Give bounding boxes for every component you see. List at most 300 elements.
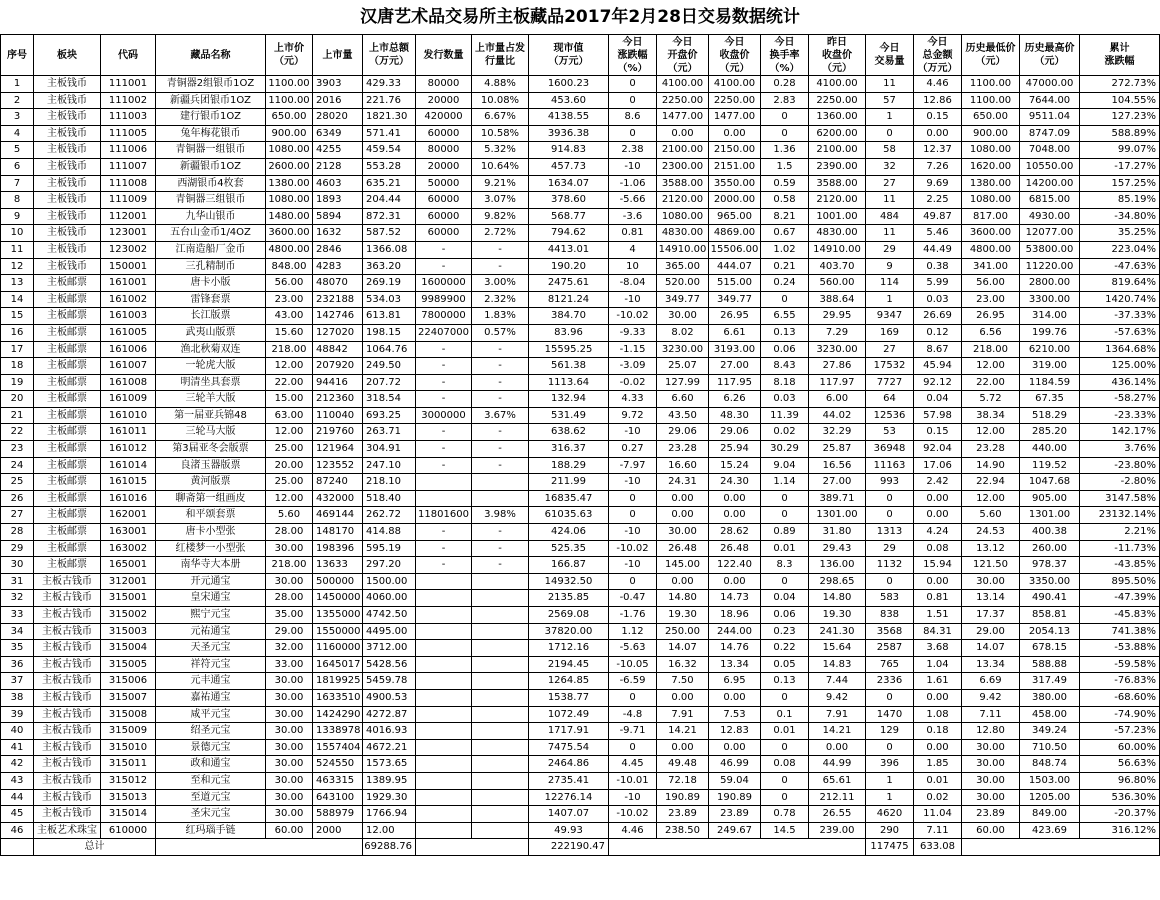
table-cell: 12.83 <box>709 723 761 740</box>
table-row <box>1 640 1160 657</box>
table-cell: 117.95 <box>709 374 761 391</box>
table-row <box>1 441 1160 458</box>
table-cell: 1364.68% <box>1080 341 1160 358</box>
table-cell: 1557404 <box>313 739 363 756</box>
table-cell: 2600.00 <box>266 158 313 175</box>
table-cell: 17532 <box>866 358 914 375</box>
table-cell: 30.00 <box>266 689 313 706</box>
table-cell: 0.00 <box>914 689 962 706</box>
table-cell: 13.14 <box>962 590 1020 607</box>
table-cell: 112001 <box>101 208 156 225</box>
table-cell: 29 <box>1 540 34 557</box>
table-cell: 142746 <box>313 308 363 325</box>
table-cell: 638.62 <box>529 424 609 441</box>
table-cell: 30.00 <box>266 673 313 690</box>
table-cell: 14.76 <box>709 640 761 657</box>
table-cell: 2587 <box>866 640 914 657</box>
table-cell: 0.81 <box>914 590 962 607</box>
table-cell: 161015 <box>101 474 156 491</box>
table-cell: 政和通宝 <box>156 756 266 773</box>
table-row <box>1 225 1160 242</box>
table-cell: 520.00 <box>657 275 709 292</box>
table-row <box>1 374 1160 391</box>
table-cell: 4.46 <box>609 822 657 839</box>
table-cell: 28.00 <box>266 524 313 541</box>
table-cell: 315007 <box>101 689 156 706</box>
table-cell: 0 <box>761 125 809 142</box>
table-cell: 440.00 <box>1020 441 1080 458</box>
column-header: 今日 涨跌幅 （%） <box>609 35 657 76</box>
table-cell: 0.28 <box>761 76 809 93</box>
table-cell: 20000 <box>416 92 472 109</box>
table-cell: 1113.64 <box>529 374 609 391</box>
table-cell: -57.23% <box>1080 723 1160 740</box>
table-cell: 主板邮票 <box>34 324 101 341</box>
table-cell: 13 <box>1 275 34 292</box>
table-cell: 2000 <box>313 822 363 839</box>
table-cell: 4272.87 <box>363 706 416 723</box>
table-cell: 7.11 <box>914 822 962 839</box>
column-header: 上市量占发 行量比 <box>472 35 529 76</box>
table-cell: 3568 <box>866 623 914 640</box>
table-cell: - <box>416 258 472 275</box>
table-cell: 4413.01 <box>529 241 609 258</box>
table-cell: 主板邮票 <box>34 441 101 458</box>
table-row <box>1 573 1160 590</box>
table-cell: 111003 <box>101 109 156 126</box>
table-cell: 199.76 <box>1020 324 1080 341</box>
table-cell: 198396 <box>313 540 363 557</box>
table-cell: 12276.14 <box>529 789 609 806</box>
table-cell: 26.48 <box>709 540 761 557</box>
table-cell: 693.25 <box>363 407 416 424</box>
table-cell: 1470 <box>866 706 914 723</box>
table-cell: 190.89 <box>709 789 761 806</box>
table-cell: 1766.94 <box>363 806 416 823</box>
table-cell: -59.58% <box>1080 656 1160 673</box>
table-cell: 0.78 <box>761 806 809 823</box>
table-cell: -37.33% <box>1080 308 1160 325</box>
table-cell: 12.00 <box>363 822 416 839</box>
table-cell <box>472 474 529 491</box>
table-cell: 247.10 <box>363 457 416 474</box>
table-cell: 23.28 <box>657 441 709 458</box>
table-cell: 主板邮票 <box>34 308 101 325</box>
table-cell: 2464.86 <box>529 756 609 773</box>
column-header: 代码 <box>101 35 156 76</box>
table-cell: 30 <box>1 557 34 574</box>
table-cell: 965.00 <box>709 208 761 225</box>
table-cell: 1.36 <box>761 142 809 159</box>
table-cell: 3.67% <box>472 407 529 424</box>
table-row <box>1 524 1160 541</box>
table-cell: 至和元宝 <box>156 772 266 789</box>
table-cell <box>416 706 472 723</box>
table-cell: 111007 <box>101 158 156 175</box>
table-cell: 10.08% <box>472 92 529 109</box>
table-cell: 0.02 <box>761 424 809 441</box>
table-cell: 三孔精制币 <box>156 258 266 275</box>
table-cell: 315001 <box>101 590 156 607</box>
table-cell: 0 <box>761 109 809 126</box>
table-cell: - <box>472 524 529 541</box>
table-cell: 19.30 <box>809 607 866 624</box>
table-cell: 38 <box>1 689 34 706</box>
table-row <box>1 109 1160 126</box>
table-cell: 4800.00 <box>266 241 313 258</box>
table-row <box>1 822 1160 839</box>
table-cell: 429.33 <box>363 76 416 93</box>
table-cell: 49.87 <box>914 208 962 225</box>
table-cell: 122.40 <box>709 557 761 574</box>
table-cell: 2250.00 <box>657 92 709 109</box>
table-cell: 24 <box>1 457 34 474</box>
table-cell: - <box>472 241 529 258</box>
table-cell: 459.54 <box>363 142 416 159</box>
table-cell: 900.00 <box>962 125 1020 142</box>
table-cell: 唐卡小版 <box>156 275 266 292</box>
table-cell: 403.70 <box>809 258 866 275</box>
table-cell: 1380.00 <box>962 175 1020 192</box>
table-cell: 1.5 <box>761 158 809 175</box>
table-cell: 27.00 <box>809 474 866 491</box>
table-cell: 3193.00 <box>709 341 761 358</box>
table-cell: 469144 <box>313 507 363 524</box>
table-cell: 0 <box>609 76 657 93</box>
table-cell: 2250.00 <box>709 92 761 109</box>
table-cell: 4283 <box>313 258 363 275</box>
table-cell: 56.63% <box>1080 756 1160 773</box>
table-cell: 33 <box>1 607 34 624</box>
table-cell: 1132 <box>866 557 914 574</box>
table-cell: -3.6 <box>609 208 657 225</box>
table-cell: 0 <box>609 689 657 706</box>
table-cell: 4016.93 <box>363 723 416 740</box>
table-cell: 3 <box>1 109 34 126</box>
table-cell: 16835.47 <box>529 490 609 507</box>
table-row <box>1 275 1160 292</box>
total-label: 总计 <box>34 839 156 856</box>
table-cell: 148170 <box>313 524 363 541</box>
table-cell <box>416 723 472 740</box>
table-cell: 3147.58% <box>1080 490 1160 507</box>
table-cell: 4.24 <box>914 524 962 541</box>
table-row <box>1 457 1160 474</box>
table-cell: 2100.00 <box>809 142 866 159</box>
table-cell: 1355000 <box>313 607 363 624</box>
table-cell: -57.63% <box>1080 324 1160 341</box>
table-cell: 457.73 <box>529 158 609 175</box>
table-cell: 30.00 <box>266 756 313 773</box>
table-cell: -9.33 <box>609 324 657 341</box>
table-cell: 长江版票 <box>156 308 266 325</box>
table-cell: 主板古钱币 <box>34 739 101 756</box>
table-cell: 7.91 <box>809 706 866 723</box>
table-cell: 2800.00 <box>1020 275 1080 292</box>
table-cell: 2336 <box>866 673 914 690</box>
table-cell: 161008 <box>101 374 156 391</box>
table-cell: 30.00 <box>266 789 313 806</box>
table-cell: 14932.50 <box>529 573 609 590</box>
table-cell: 23.28 <box>962 441 1020 458</box>
table-cell: 主板邮票 <box>34 474 101 491</box>
table-cell: 94416 <box>313 374 363 391</box>
table-cell: 1634.07 <box>529 175 609 192</box>
table-cell: 15595.25 <box>529 341 609 358</box>
table-cell: 5894 <box>313 208 363 225</box>
table-row <box>1 772 1160 789</box>
table-cell: 14.90 <box>962 457 1020 474</box>
table-cell: - <box>416 524 472 541</box>
column-header: 今日 收盘价 （元） <box>709 35 761 76</box>
table-cell: 22407000 <box>416 324 472 341</box>
table-cell: 587.52 <box>363 225 416 242</box>
column-header: 上市总额 （万元） <box>363 35 416 76</box>
table-cell <box>472 756 529 773</box>
table-row <box>1 158 1160 175</box>
table-cell: 60000 <box>416 192 472 209</box>
table-cell: 0.89 <box>761 524 809 541</box>
table-cell: 463315 <box>313 772 363 789</box>
table-cell: 318.54 <box>363 391 416 408</box>
table-cell: 315003 <box>101 623 156 640</box>
table-cell: 6.69 <box>962 673 1020 690</box>
table-cell: 主板钱币 <box>34 142 101 159</box>
table-cell: 3.00% <box>472 275 529 292</box>
table-cell: 圣宋元宝 <box>156 806 266 823</box>
table-cell: 121964 <box>313 441 363 458</box>
table-cell: 44 <box>1 789 34 806</box>
table-cell: 红玛瑙手链 <box>156 822 266 839</box>
table-cell: 1.12 <box>609 623 657 640</box>
table-cell: - <box>416 374 472 391</box>
table-cell: 314.00 <box>1020 308 1080 325</box>
table-cell: 119.52 <box>1020 457 1080 474</box>
table-cell: 26.95 <box>962 308 1020 325</box>
table-cell: 天圣元宝 <box>156 640 266 657</box>
table-cell: 2194.45 <box>529 656 609 673</box>
table-cell: 4495.00 <box>363 623 416 640</box>
table-cell: -1.15 <box>609 341 657 358</box>
table-cell: 57.98 <box>914 407 962 424</box>
table-cell: - <box>472 441 529 458</box>
table-cell: 588979 <box>313 806 363 823</box>
table-cell: 895.50% <box>1080 573 1160 590</box>
table-cell: 198.15 <box>363 324 416 341</box>
table-cell: - <box>472 391 529 408</box>
table-cell: 414.88 <box>363 524 416 541</box>
table-cell: 12 <box>1 258 34 275</box>
table-cell: 650.00 <box>266 109 313 126</box>
table-cell: 5459.78 <box>363 673 416 690</box>
table-cell: 384.70 <box>529 308 609 325</box>
table-cell: 223.04% <box>1080 241 1160 258</box>
table-cell: -53.88% <box>1080 640 1160 657</box>
table-cell: 主板邮票 <box>34 457 101 474</box>
table-cell: 0.01 <box>761 540 809 557</box>
table-cell: 0 <box>761 573 809 590</box>
table-cell: 0.00 <box>709 689 761 706</box>
table-cell: 1389.95 <box>363 772 416 789</box>
table-cell: -10 <box>609 524 657 541</box>
table-cell: 315014 <box>101 806 156 823</box>
table-cell: 27 <box>866 341 914 358</box>
table-cell: 17.37 <box>962 607 1020 624</box>
table-cell: 16 <box>1 324 34 341</box>
table-cell <box>472 490 529 507</box>
table-cell: 60.00 <box>962 822 1020 839</box>
table-cell: 主板钱币 <box>34 241 101 258</box>
table-cell: 9.82% <box>472 208 529 225</box>
table-cell: 2.25 <box>914 192 962 209</box>
table-cell: - <box>472 341 529 358</box>
table-cell: 18.96 <box>709 607 761 624</box>
table-cell <box>416 739 472 756</box>
table-cell: 主板钱币 <box>34 92 101 109</box>
table-cell: 7.26 <box>914 158 962 175</box>
table-cell: 48.30 <box>709 407 761 424</box>
column-header: 今日 开盘价 （元） <box>657 35 709 76</box>
table-cell: 主板钱币 <box>34 109 101 126</box>
table-cell: 30.00 <box>266 806 313 823</box>
table-cell: 32.00 <box>266 640 313 657</box>
table-cell: 3230.00 <box>809 341 866 358</box>
table-cell <box>416 490 472 507</box>
table-cell: 423.69 <box>1020 822 1080 839</box>
table-cell: 905.00 <box>1020 490 1080 507</box>
footer-spacer <box>962 839 1160 856</box>
table-cell: 378.60 <box>529 192 609 209</box>
table-cell: 15 <box>1 308 34 325</box>
table-cell: 0 <box>761 291 809 308</box>
table-cell: 47000.00 <box>1020 76 1080 93</box>
table-cell: 2569.08 <box>529 607 609 624</box>
table-cell: 0 <box>761 739 809 756</box>
table-cell: 35.00 <box>266 607 313 624</box>
table-cell: 主板钱币 <box>34 158 101 175</box>
table-cell: 武夷山版票 <box>156 324 266 341</box>
table-cell: 0.05 <box>761 656 809 673</box>
table-cell: 53800.00 <box>1020 241 1080 258</box>
table-cell: 4.33 <box>609 391 657 408</box>
table-cell: 青铜器一组银币 <box>156 142 266 159</box>
table-cell: 明清坐具套票 <box>156 374 266 391</box>
table-cell: 380.00 <box>1020 689 1080 706</box>
column-header: 序号 <box>1 35 34 76</box>
table-cell: 849.00 <box>1020 806 1080 823</box>
table-cell: 0.00 <box>914 490 962 507</box>
table-cell <box>416 640 472 657</box>
table-cell: 3600.00 <box>266 225 313 242</box>
table-row <box>1 656 1160 673</box>
table-cell: 765 <box>866 656 914 673</box>
table-cell: 0.57% <box>472 324 529 341</box>
total-volume: 117475 <box>866 839 914 856</box>
table-cell: 0 <box>609 92 657 109</box>
table-cell: 35 <box>1 640 34 657</box>
table-cell: 50000 <box>416 175 472 192</box>
table-cell: 1047.68 <box>1020 474 1080 491</box>
table-cell: 14910.00 <box>657 241 709 258</box>
table-cell: 1205.00 <box>1020 789 1080 806</box>
table-cell: 2846 <box>313 241 363 258</box>
table-cell: 42 <box>1 756 34 773</box>
table-cell: 7.50 <box>657 673 709 690</box>
table-cell: 0.12 <box>914 324 962 341</box>
table-cell: 56.00 <box>266 275 313 292</box>
table-cell: 349.24 <box>1020 723 1080 740</box>
table-cell: 主板钱币 <box>34 208 101 225</box>
table-row <box>1 391 1160 408</box>
table-cell: 14.07 <box>962 640 1020 657</box>
table-cell: 熙宁元宝 <box>156 607 266 624</box>
table-cell: 204.44 <box>363 192 416 209</box>
table-cell: 咸平元宝 <box>156 706 266 723</box>
table-cell: 80000 <box>416 142 472 159</box>
table-cell: 12.00 <box>962 490 1020 507</box>
table-cell: - <box>416 391 472 408</box>
table-cell: 872.31 <box>363 208 416 225</box>
table-cell: 主板邮票 <box>34 524 101 541</box>
table-cell: -10 <box>609 424 657 441</box>
table-row <box>1 557 1160 574</box>
table-cell: 317.49 <box>1020 673 1080 690</box>
table-cell: 29.43 <box>809 540 866 557</box>
table-cell: 24.30 <box>709 474 761 491</box>
table-cell: 0.00 <box>657 490 709 507</box>
table-cell: 858.81 <box>1020 607 1080 624</box>
table-row <box>1 208 1160 225</box>
table-cell: 2151.00 <box>709 158 761 175</box>
table-cell: 190.20 <box>529 258 609 275</box>
table-cell: -34.80% <box>1080 208 1160 225</box>
table-cell: 12.37 <box>914 142 962 159</box>
table-cell: 1264.85 <box>529 673 609 690</box>
table-cell: 31.80 <box>809 524 866 541</box>
table-cell: 30.00 <box>266 540 313 557</box>
table-cell: 0.08 <box>761 756 809 773</box>
table-cell: 161009 <box>101 391 156 408</box>
table-cell: 121.50 <box>962 557 1020 574</box>
table-cell: 1.85 <box>914 756 962 773</box>
table-cell: 315010 <box>101 739 156 756</box>
table-cell: 64 <box>866 391 914 408</box>
table-cell: 6.55 <box>761 308 809 325</box>
table-cell: 23.89 <box>657 806 709 823</box>
table-cell: 161016 <box>101 490 156 507</box>
table-cell: 30.00 <box>266 739 313 756</box>
table-cell: -9.71 <box>609 723 657 740</box>
table-cell: 1503.00 <box>1020 772 1080 789</box>
table-cell: 1819925 <box>313 673 363 690</box>
table-cell: - <box>472 374 529 391</box>
table-row <box>1 789 1160 806</box>
table-cell <box>472 772 529 789</box>
table-cell: 23.89 <box>709 806 761 823</box>
table-cell: -20.37% <box>1080 806 1160 823</box>
table-cell: 0.03 <box>761 391 809 408</box>
table-cell: 青铜器2组银币1OZ <box>156 76 266 93</box>
table-cell: 304.91 <box>363 441 416 458</box>
table-cell: 17 <box>1 341 34 358</box>
table-cell: 4869.00 <box>709 225 761 242</box>
table-cell: 1100.00 <box>266 92 313 109</box>
table-cell: 43.50 <box>657 407 709 424</box>
table-cell: 主板邮票 <box>34 424 101 441</box>
table-cell: 48842 <box>313 341 363 358</box>
table-cell: -17.27% <box>1080 158 1160 175</box>
table-row <box>1 358 1160 375</box>
